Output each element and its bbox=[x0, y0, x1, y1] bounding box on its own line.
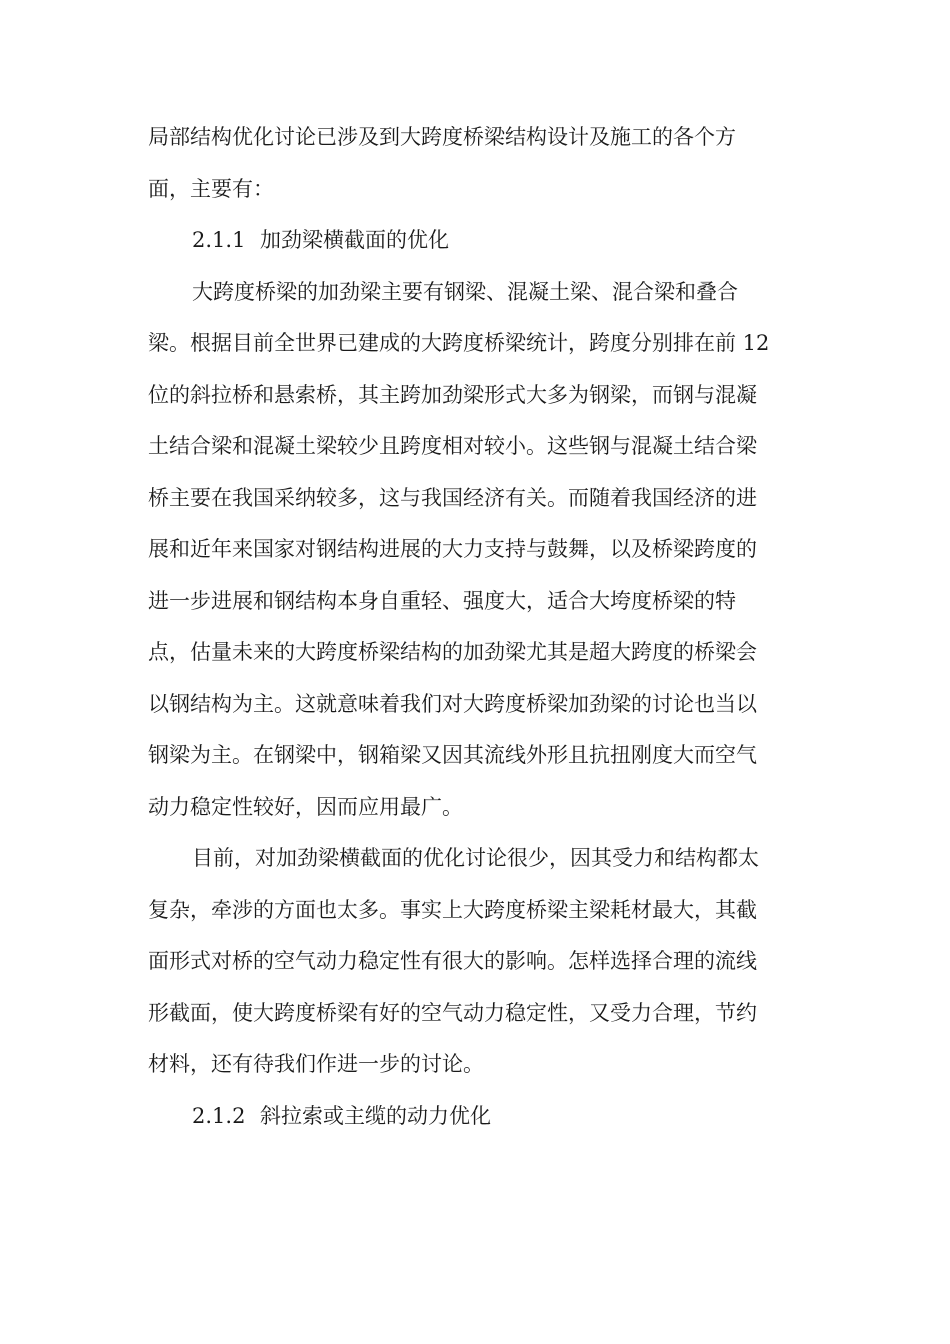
section-number: 2.1.1 bbox=[192, 228, 246, 252]
paragraph-line: 进一步进展和钢结构本身自重轻、强度大，适合大垮度桥梁的特 bbox=[148, 588, 736, 613]
paragraph-line: 形截面，使大跨度桥梁有好的空气动力稳定性，又受力合理，节约 bbox=[148, 1000, 757, 1025]
paragraph-line: 复杂，牵涉的方面也太多。事实上大跨度桥梁主梁耗材最大，其截 bbox=[148, 897, 757, 922]
paragraph-line: 钢梁为主。在钢梁中，钢箱梁又因其流线外形且抗扭刚度大而空气 bbox=[148, 743, 757, 767]
paragraph-line: 点，估量未来的大跨度桥梁结构的加劲梁尤其是超大跨度的桥梁会 bbox=[148, 640, 757, 664]
section-title: 斜拉索或主缆的动力优化 bbox=[260, 1103, 491, 1128]
paragraph-line: 位的斜拉桥和悬索桥，其主跨加劲梁形式大多为钢梁，而钢与混凝 bbox=[148, 382, 757, 407]
document-body bbox=[148, 112, 804, 1142]
section-number: 2.1.2 bbox=[192, 1103, 246, 1128]
section-heading-2-1-1 bbox=[148, 215, 804, 267]
paragraph-line: 面形式对桥的空气动力稳定性有很大的影响。怎样选择合理的流线 bbox=[148, 949, 757, 973]
section-title: 加劲梁横截面的优化 bbox=[260, 228, 449, 252]
paragraph-line: 目前，对加劲梁横截面的优化讨论很少，因其受力和结构都太 bbox=[192, 846, 759, 870]
paragraph-line: 土结合梁和混凝土梁较少且跨度相对较小。这些钢与混凝土结合梁 bbox=[148, 434, 757, 458]
paragraph-line: 大跨度桥梁的加劲梁主要有钢梁、混凝土梁、混合梁和叠合 bbox=[192, 279, 738, 304]
text-line: 面，主要有： bbox=[148, 176, 274, 201]
paragraph-line: 梁。根据目前全世界已建成的大跨度桥梁统计，跨度分别排在前 12 bbox=[148, 331, 770, 355]
paragraph-line: 以钢结构为主。这就意味着我们对大跨度桥梁加劲梁的讨论也当以 bbox=[148, 691, 757, 716]
section-heading-2-1-2 bbox=[148, 1091, 804, 1143]
paragraph-line: 桥主要在我国采纳较多，这与我国经济有关。而随着我国经济的进 bbox=[148, 485, 757, 510]
paragraph-line: 动力稳定性较好，因而应用最广。 bbox=[148, 794, 463, 819]
paragraph-line: 展和近年来国家对钢结构进展的大力支持与鼓舞，以及桥梁跨度的 bbox=[148, 537, 757, 561]
paragraph-line: 材料，还有待我们作进一步的讨论。 bbox=[148, 1052, 484, 1076]
text-line: 局部结构优化讨论已涉及到大跨度桥梁结构设计及施工的各个方 bbox=[148, 125, 736, 149]
